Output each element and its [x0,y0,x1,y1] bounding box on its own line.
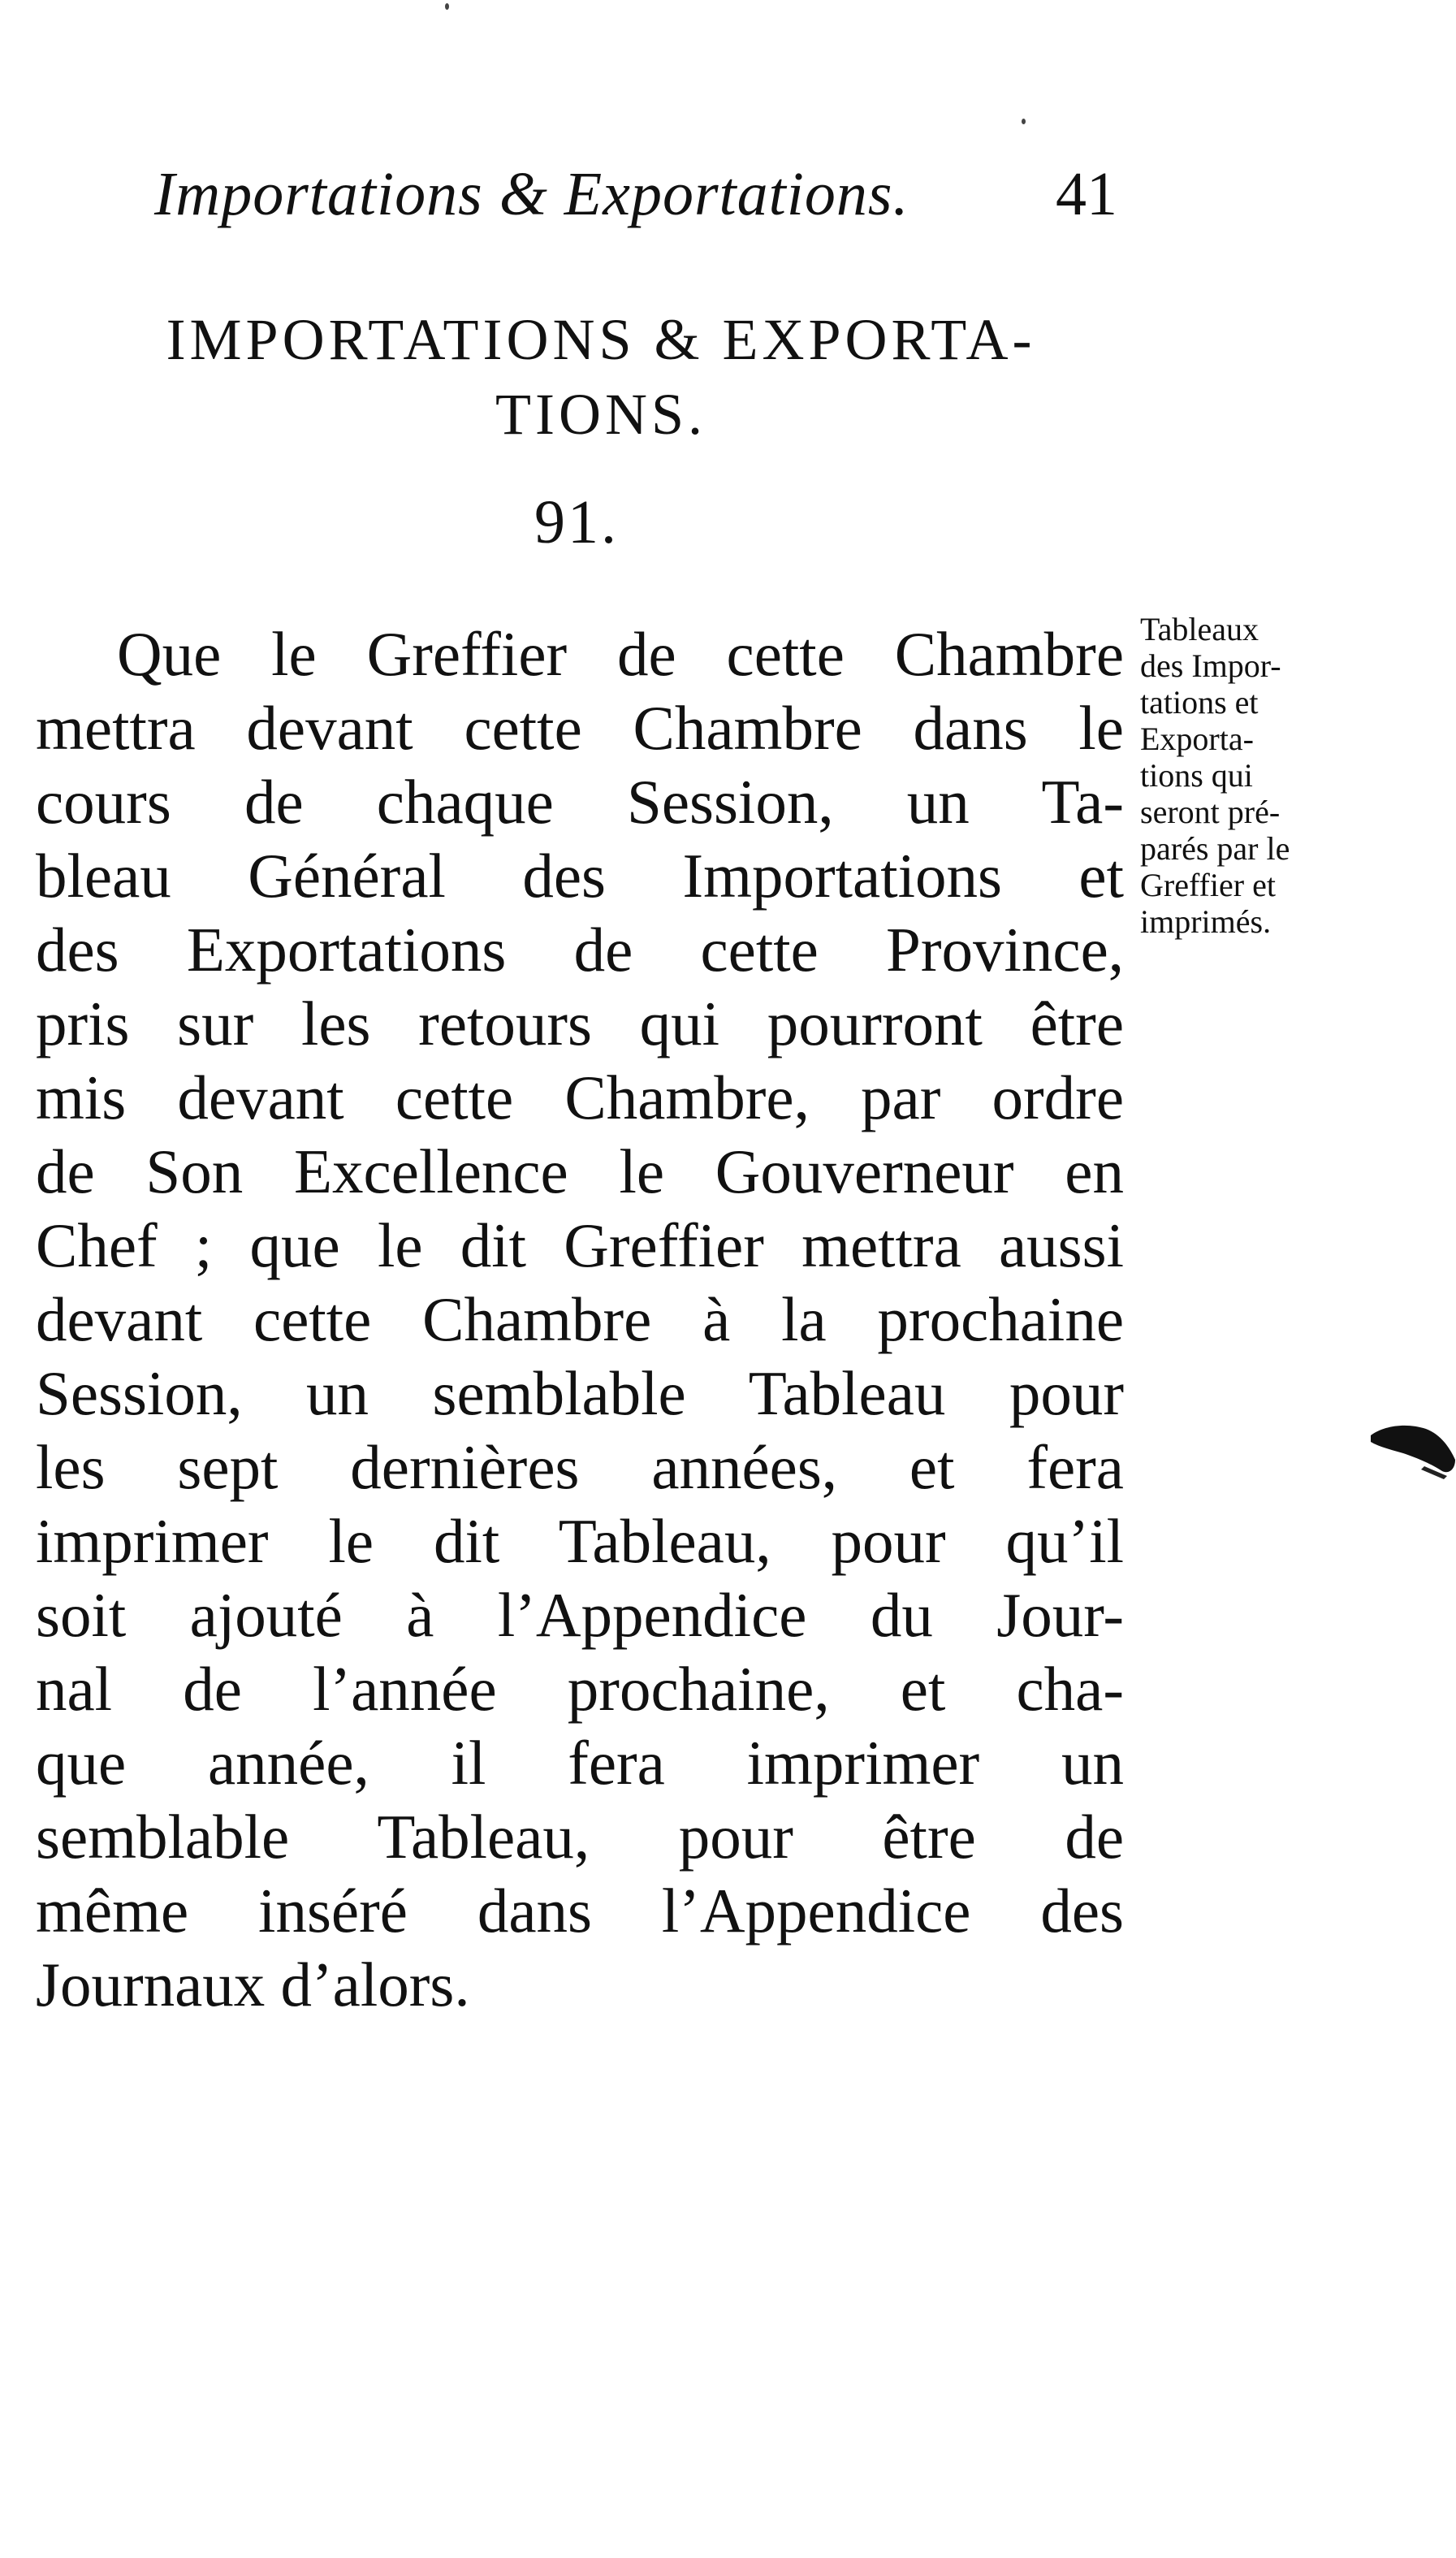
margin-note-line: seront pré- [1140,794,1281,830]
margin-note-line: tations et [1140,684,1259,721]
body-line: Journaux d’alors. [36,1950,470,2019]
body-line: semblable Tableau, pour être de [36,1802,1124,1872]
body-line: imprimer le dit Tableau, pour qu’il [36,1506,1124,1576]
body-line: devant cette Chambre à la prochaine [36,1284,1124,1354]
body-line: de Son Excellence le Gouverneur en [36,1136,1124,1206]
running-title: Importations & Exportations. [154,160,909,228]
body-line: mis devant cette Chambre, par ordre [36,1063,1124,1132]
section-heading-line-1: IMPORTATIONS & EXPORTA- [166,307,1036,372]
margin-note-line: parés par le [1140,830,1290,867]
margin-note-line: Greffier et [1140,867,1276,903]
body-line: Chef ; que le dit Greffier mettra aussi [36,1210,1124,1280]
body-line: mettra devant cette Chambre dans le [36,693,1124,763]
margin-note-line: des Impor- [1140,647,1281,684]
body-line: les sept dernières années, et fera [36,1432,1124,1502]
margin-note-line: Exporta- [1140,721,1254,757]
body-paragraph [36,617,1124,2022]
section-heading [89,302,1113,452]
margin-note-line: imprimés. [1140,903,1272,940]
ink-blot [1367,1418,1456,1482]
body-line: même inséré dans l’Appendice des [36,1876,1124,1946]
body-line: Session, un semblable Tableau pour [36,1358,1124,1428]
margin-note-line: Tableaux [1140,611,1259,647]
body-line: Que le Greffier de cette Chambre [117,619,1124,689]
body-line: pris sur les retours qui pourront être [36,989,1124,1058]
section-heading-line-2: TIONS. [495,382,706,447]
margin-note-line: tions qui [1140,757,1253,794]
body-line: bleau Général des Importations et [36,841,1124,911]
paper-speck [1022,119,1026,124]
body-line: cours de chaque Session, un Ta- [36,767,1124,837]
paper-speck [445,3,449,10]
margin-note [1140,611,1376,940]
body-line: des Exportations de cette Province, [36,915,1124,985]
running-head [154,159,1129,240]
page-number: 41 [1056,160,1117,228]
body-line: nal de l’année prochaine, et cha- [36,1654,1124,1724]
article-number: 91. [534,488,619,556]
body-line: que année, il fera imprimer un [36,1728,1124,1798]
body-line: soit ajouté à l’Appendice du Jour- [36,1580,1124,1650]
